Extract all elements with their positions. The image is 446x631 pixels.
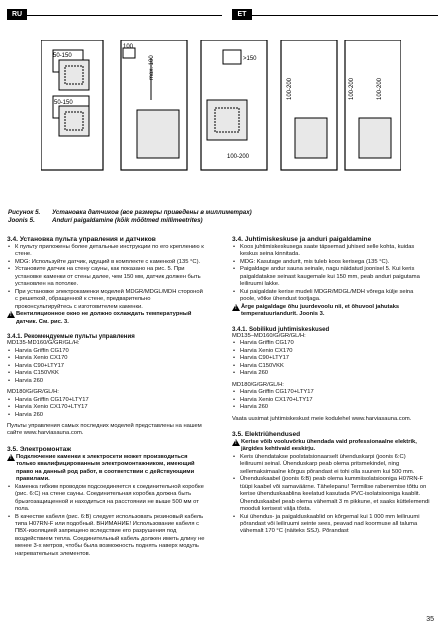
column-et	[232, 235, 430, 536]
list-item: • Ühenduskaabel (joonis 6:B) peab olema kummiisolatsiooniga H07RN-F tüüpi kaabel või samaväärne. Tähelepanu! Termilise rabenemise tõttu on kerise ühenduskaablina keelatud kasutada PVC-isolatsiooniga kaablit. Ühenduskaabel peab olema vähemalt 3 m pikkune, et saaks küttelemendi mooduli kerisest välja tõsta.	[232, 476, 430, 513]
page-number: 35	[426, 616, 434, 623]
ru-section-3-5-title: 3.5. Электромонтаж	[7, 445, 71, 453]
panel-3-sensor	[223, 50, 241, 64]
warning-text: Kerise võib vooluvõrku ühendada vaid professionaalne elektrik, järgides kehtivaid eeskirju.	[241, 438, 417, 453]
warning-icon	[7, 454, 15, 461]
sensor-installation-figure	[41, 40, 401, 205]
et-warning-electric	[232, 439, 430, 454]
panel-2-heater	[137, 110, 179, 158]
list-item: • Keris ühendatakse poolstatsionaarselt ühenduskarpi (joonis 6:C) leiliruumi seinal. Ühenduskarp peab olema pritsmekindel, ning sellemaksimaalne kõrgus põrandast ei tohi olla suurem kui 500 mm.	[232, 454, 430, 476]
list-item: • Paigaldage andur sauna seinale, nagu näidatud joonisel 5. Kui keris paigaldatakse seinast kaugemale kui 150 mm, peab anduri paigutama leiliruumi lakke.	[232, 266, 430, 288]
et-section-3-4-1-title: 3.4.1. Sobilikud juhtimiskeskused	[232, 325, 330, 333]
ru-section-3-4-list	[7, 244, 205, 311]
ru-models-2: MD180/G/GR/GL/H:	[7, 389, 59, 396]
dim-50-150-b: 50-150	[54, 100, 73, 106]
column-ru	[7, 235, 205, 558]
list-item: • Harvia Xenio CX170+LTY17	[232, 397, 430, 404]
panel-1-heater-bottom	[59, 106, 89, 136]
et-section-3-4-title: 3.4. Juhtimiskeskuse ja anduri paigaldamine	[232, 236, 372, 243]
list-item: • Harvia 260	[232, 370, 430, 377]
list-item: • Harvia 260	[7, 378, 205, 385]
warning-text: Ärge paigaldage õhu juurdevoolu nii, et õhuvool jahutaks temperatuuriandurit. Joonis 3.	[241, 303, 400, 318]
list-item: • Koos juhtimiskeskusega saate täpsemad juhised selle kohta, kuidas keskus seina kinnitada.	[232, 244, 430, 259]
list-item: • Harvia C150VKK	[232, 363, 430, 370]
warning-icon	[232, 304, 240, 311]
warning-text: Вентиляционное окно не должно охлаждать температурный датчик. См. рис. 3.	[16, 311, 192, 325]
caption-et-text: Andurí paigaldamine (kõik mõõtmed millimeetrites)	[52, 217, 203, 224]
panel-5-heater	[359, 118, 391, 158]
list-item: • Harvia C90+LTY17	[232, 355, 430, 362]
ru-section-3-5-list	[7, 484, 205, 559]
list-item: • Harvia C90+LTY17	[7, 363, 205, 370]
figure-caption	[8, 209, 252, 225]
list-item: • Каменка гибким проводом подсоединяется к соединительной коробке (рис. 6:C) на стене сауны. Соединительная коробка должна быть брызгозащищенной и находиться на расстоянии не выше 500 мм от пола.	[7, 484, 205, 514]
list-item: • MDG: Используйте датчик, идущий в комплекте с каменкой (135 °C).	[7, 259, 205, 266]
et-models-1: MD135–MD160/G/GR/GL/H:	[232, 332, 306, 339]
ru-section-3-4-1-title: 3.4.1. Рекомендуемые пульты управления	[7, 332, 135, 340]
warning-text: Подключение каменки к электросети может производиться только квалифицированным электромонтажником, имеющий право на данный род работ, в соответствии с действующими правилами.	[16, 453, 195, 483]
list-item: • Harvia Griffin CG170+LTY17	[7, 397, 205, 404]
ru-section-3-4-title: 3.4. Установка пульта управления и датчиков	[7, 236, 156, 243]
ru-models-1: MD135-MD160/G/GR/GL/H:	[7, 340, 80, 347]
list-item: • Harvia Griffin CG170	[7, 348, 205, 355]
et-warning-vent	[232, 304, 430, 319]
dim-100-200-b: 100-200	[287, 77, 293, 100]
ru-controller-list-2	[7, 397, 205, 419]
dim-50-150-a: 50-150	[53, 53, 72, 59]
ru-warning-electric	[7, 454, 205, 484]
dim-100: 100	[123, 44, 134, 50]
lang-tag-ru: RU	[7, 9, 27, 20]
list-item: • К пульту приложены более детальные инструкции по его креплению к стене.	[7, 244, 205, 259]
list-item: • Harvia 260	[232, 404, 430, 411]
list-item: • Harvia Xenio CX170	[7, 355, 205, 362]
dim-gt-150: >150	[243, 56, 257, 62]
list-item: • MDG: Kasutage andurit, mis tuleb koos kerisega (135 °C).	[232, 259, 430, 266]
warning-icon	[7, 311, 15, 318]
et-section-3-4-list	[232, 244, 430, 304]
ru-website-note: Пульты управления самых последних моделей представлены на нашем сайте www.harviasauna.com.	[7, 422, 202, 437]
dim-100-200-a: 100-200	[227, 154, 250, 160]
warning-icon	[232, 439, 240, 446]
list-item: • При установке электрокаменки моделей MDGR/MDGL/MDH стороной с решеткой, обращенной к стене, предварительно проконсультируйтесь с изготовителем каменки.	[7, 289, 205, 311]
header-rule-left	[27, 15, 222, 16]
list-item: • Kui paigaldate kerise mudeli MDGR/MDGL/MDH võrega külje seina poole, võtke ühendust tootjaga.	[232, 289, 430, 304]
list-item: • Harvia C150VKK	[7, 370, 205, 377]
list-item: • В качестве кабеля (рис. 6:B) следует использовать резиновый кабель типа H07RN-F или подобный. ВНИМАНИЕ! Использование кабеля с ПВХ-изоляцией запрещено вследствие его разрушения под воздействием тепла. Соединительный кабель должен иметь длину не менее 3-х метров, чтобы была возможность поднять наверх модуль нагревательных элементов.	[7, 514, 205, 559]
et-section-3-5-title: 3.5. Elektriühendused	[232, 430, 301, 438]
list-item: • Harvia Griffin CG170+LTY17	[232, 389, 430, 396]
ru-warning-vent	[7, 311, 205, 326]
caption-ru-text: Установка датчиков (все размеры приведены в миллиметрах)	[52, 209, 252, 216]
et-controller-list-1	[232, 340, 430, 377]
dim-100-200-d: 100-200	[377, 77, 383, 100]
et-section-3-5-list	[232, 454, 430, 536]
panel-3-heater	[207, 100, 247, 140]
caption-ru-label: Рисунок 5.	[8, 209, 41, 216]
list-item: • Harvia 260	[7, 412, 205, 419]
caption-et-label: Joonis 5.	[8, 217, 35, 224]
panel-1-heater-top	[59, 60, 89, 90]
header-rule-right	[252, 15, 438, 16]
et-models-2: MD180/G/GR/GL/H:	[232, 381, 284, 388]
lang-tag-et: ET	[232, 9, 252, 20]
dim-100-200-c: 100-200	[349, 77, 355, 100]
list-item: • Kui ühendus- ja paigalduskaablid on kõrgemal kui 1 000 mm leiliruumi põrandast või leiliruumi seinte sees, peavad nad koormuse all taluma vähemalt 170 °C (näiteks SSJ). Põrandast	[232, 514, 430, 536]
list-item: • Harvia Xenio CX170+LTY17	[7, 404, 205, 411]
list-item: • Harvia Xenio CX170	[232, 348, 430, 355]
dim-max-100: max. 100	[149, 55, 155, 80]
list-item: • Установите датчик на стену сауны, как показано на рис. 5. При установке каменки от стены далее, чем 150 мм, датчик должен быть установлен на потолке.	[7, 266, 205, 288]
et-controller-list-2	[232, 389, 430, 411]
ru-controller-list-1	[7, 348, 205, 385]
list-item: • Harvia Griffin CG170	[232, 340, 430, 347]
panel-4-heater	[295, 118, 327, 158]
et-website-note: Vaata uusimat juhtimiskeskust meie kodulehel www.harviasauna.com.	[232, 415, 412, 422]
